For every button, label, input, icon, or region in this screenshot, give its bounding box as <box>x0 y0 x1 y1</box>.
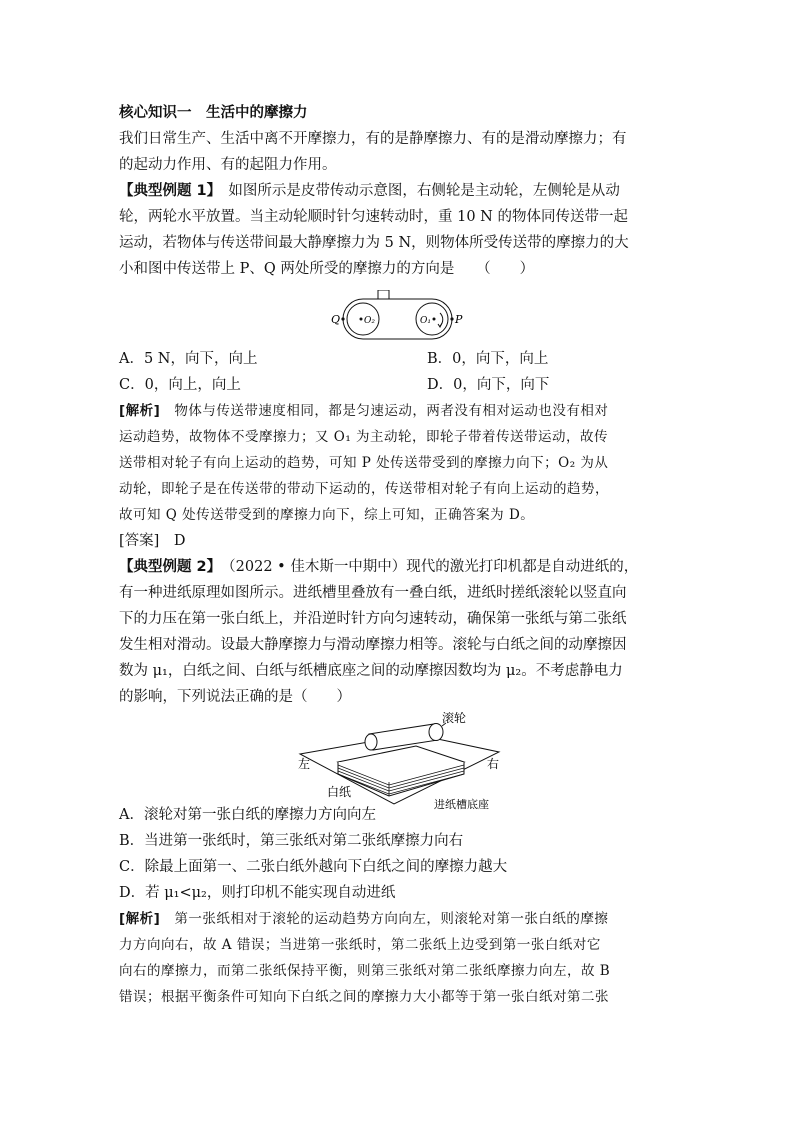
left-wheel-center <box>360 318 363 321</box>
belt-object-block <box>378 290 389 299</box>
example2-first-line <box>119 554 679 580</box>
example2-line-1: （2022 • 佳木斯一中期中）现代的激光打印机都是自动进纸的， <box>213 559 639 575</box>
example1-analysis-line-2: 运动趋势，故物体不受摩擦力；又 O₁ 为主动轮，即轮子带着传送带运动，故传 <box>119 429 609 445</box>
example2-line-3: 下的力压在第一张白纸上，并沿逆时针方向匀速转动，确保第一张纸与第二张纸 <box>119 611 627 627</box>
example1-line-2: 轮，两轮水平放置。当主动轮顺时针匀速转动时，重 10 N 的物体同传送带一起 <box>119 209 628 225</box>
example2-analysis-line-4: 错误；根据平衡条件可知向下白纸之间的摩擦力大小都等于第一张白纸对第二张 <box>119 989 609 1005</box>
example1-option-c: C．0，向上，向上 <box>119 377 241 393</box>
label-o1: O₁ <box>420 316 431 326</box>
example1-analysis-first-line <box>119 398 679 424</box>
example1-options-row-2 <box>119 372 679 398</box>
label-paper: 白纸 <box>327 785 352 799</box>
example2-option-b: B．当进第一张纸时，第三张纸对第二张纸摩擦力向右 <box>119 833 464 849</box>
example2-analysis-line-1: 第一张纸相对于滚轮的运动趋势方向向左，则滚轮对第一张白纸的摩擦 <box>160 911 609 927</box>
content-column <box>119 100 679 1010</box>
example1-tag: 【典型例题 1】 <box>119 183 214 199</box>
example2-line-6: 的影响，下列说法正确的是（ ） <box>119 689 351 705</box>
label-tray-base: 进纸槽底座 <box>434 798 489 810</box>
example2-line-4: 发生相对滑动。设最大静摩擦力与滑动摩擦力相等。滚轮与白纸之间的动摩擦因 <box>119 637 627 653</box>
example2-tag: 【典型例题 2】 <box>119 559 214 575</box>
label-p: P <box>455 313 463 326</box>
example1-option-a: A．5 N，向下，向上 <box>119 351 258 367</box>
example1-analysis-line-3: 送带相对轮子有向上运动的趋势，可知 P 处传送带受到的摩擦力向下；O₂ 为从 <box>119 455 609 471</box>
example2-analysis-tag: [解析] <box>119 911 161 927</box>
right-wheel-center <box>433 318 436 321</box>
example1-answer: [答案] D <box>119 533 186 549</box>
point-p-dot <box>450 317 453 320</box>
label-right: 右 <box>487 757 500 771</box>
label-roller: 滚轮 <box>442 712 467 725</box>
label-q: Q <box>331 313 341 326</box>
example2-analysis-line-3: 向右的摩擦力，而第二张纸保持平衡，则第三张纸对第二张纸摩擦力向左，故 B <box>119 963 611 979</box>
roller-end-right <box>429 724 443 741</box>
example2-line-2: 有一种进纸原理如图所示。进纸槽里叠放有一叠白纸，进纸时搓纸滚轮以竖直向 <box>119 585 627 601</box>
example1-line-4: 小和图中传送带上 P、Q 两处所受的摩擦力的方向是 （ ） <box>119 261 535 277</box>
example1-line-3: 运动，若物体与传送带间最大静摩擦力为 5 N，则物体所受传送带的摩擦力的大 <box>119 235 629 251</box>
example1-analysis-tag: [解析] <box>119 403 161 419</box>
example1-option-d: D．0，向下，向下 <box>427 377 550 393</box>
label-left: 左 <box>298 757 311 771</box>
example1-analysis-line-4: 动轮，即轮子是在传送带的带动下运动的，传送带相对轮子有向上运动的趋势， <box>119 481 609 497</box>
roller-body-icon <box>369 724 438 750</box>
example1-analysis-line-1: 物体与传送带速度相同，都是匀速运动，两者没有相对运动也没有相对 <box>160 403 609 419</box>
intro-line-2: 的起动力作用、有的起阻力作用。 <box>119 157 337 173</box>
example1-first-line <box>119 178 679 204</box>
example1-option-b: B．0，向下，向上 <box>427 351 549 367</box>
example2-option-d: D．若 μ₁<μ₂，则打印机不能实现自动进纸 <box>119 885 396 901</box>
example2-line-5: 数为 μ₁，白纸之间、白纸与纸槽底座之间的动摩擦因数均为 μ₂。不考虑静电力 <box>119 663 623 679</box>
example2-option-a: A．滚轮对第一张白纸的摩擦力方向向左 <box>119 807 376 823</box>
example2-analysis-line-2: 力方向向右，故 A 错误；当进第一张纸时，第二张纸上边受到第一张白纸对它 <box>119 937 601 953</box>
roller-end-left <box>365 734 377 750</box>
example1-line-1: 如图所示是皮带传动示意图，右侧轮是主动轮，左侧轮是从动 <box>213 183 620 199</box>
rotation-arrowhead-icon <box>438 323 442 327</box>
point-q-dot <box>341 317 344 320</box>
example2-analysis-first-line <box>119 906 679 932</box>
section-title: 核心知识一 生活中的摩擦力 <box>119 105 308 121</box>
label-o2: O₂ <box>364 316 375 326</box>
intro-line-1: 我们日常生产、生活中离不开摩擦力，有的是静摩擦力、有的是滑动摩擦力；有 <box>119 131 627 147</box>
paper-feed-figure <box>294 712 504 810</box>
example2-option-c: C．除最上面第一、二张白纸外越向下白纸之间的摩擦力越大 <box>119 859 508 875</box>
belt-drive-figure <box>328 290 468 350</box>
example1-analysis-line-5: 故可知 Q 处传送带受到的摩擦力向下，综上可知，正确答案为 D。 <box>119 507 535 523</box>
